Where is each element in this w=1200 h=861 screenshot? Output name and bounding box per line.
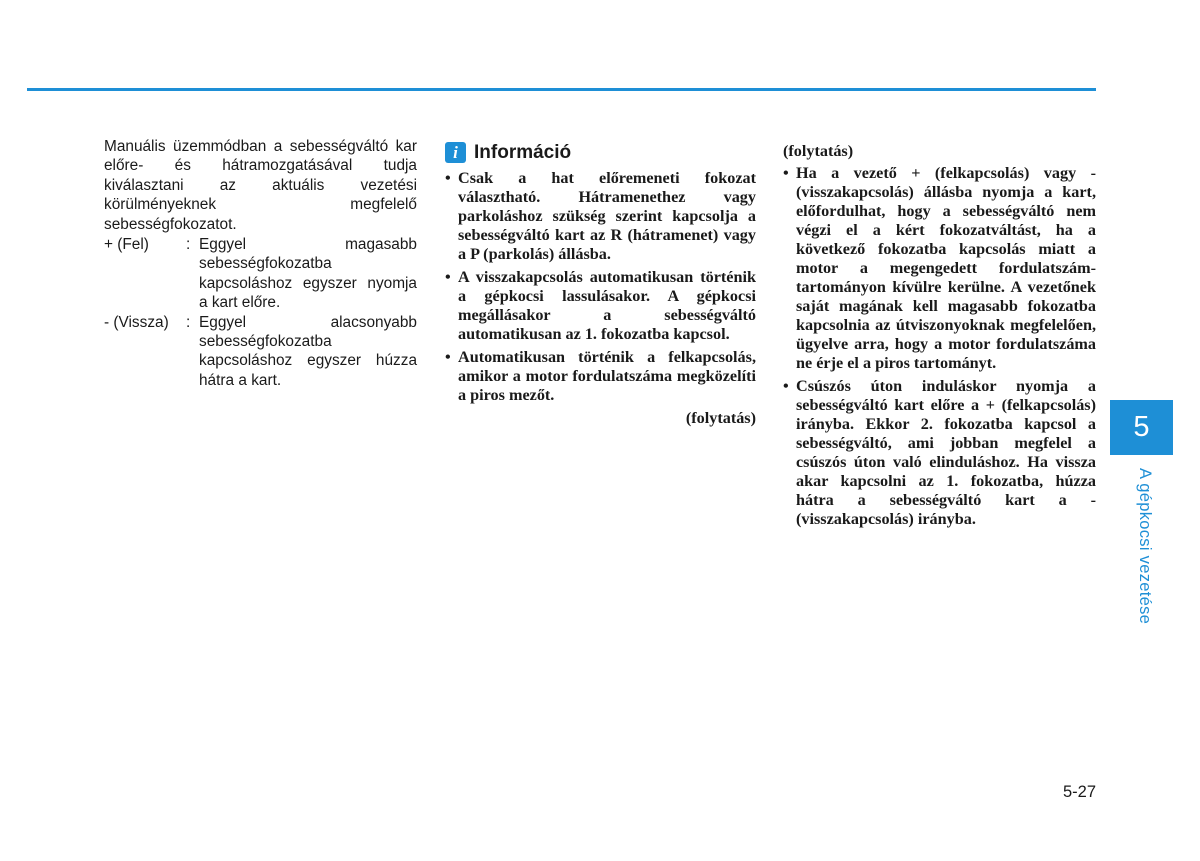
info-bullet: • Automatikusan történik a felkapcsolás, amikor a motor fordulatszáma megközelíti a piros mezőt. (445, 348, 756, 405)
info-bullet: • Ha a vezető + (felkapcsolás) vagy - (visszakapcsolás) állásba nyomja a kart, előfordulhat, hogy a sebességváltó nem végzi el a kért fokozatváltást, ha a következő fokozatba kapcsolás miatt a motor a megengedett fordulatszám-tartományon kívülre kerülne. A vezetőnek saját magának kell magasabb fokozatba kapcsolnia az útviszonyoknak megfelelően, ügyelve arra, hogy a motor fordulatszáma ne érje el a piros tartományt. (783, 164, 1096, 373)
header-rule (27, 88, 1096, 91)
page-number: 5-27 (1062, 783, 1096, 801)
info-bullet-list (783, 164, 1096, 529)
definition-desc: Eggyel magasabb sebességfokozatba kapcsoláshoz egyszer nyomja a kart előre. (199, 236, 417, 312)
info-bullet-list (445, 169, 756, 405)
info-bullet: • Csúszós úton induláskor nyomja a sebességváltó kart előre a + (felkapcsolás) irányba. Ekkor 2. fokozatba kapcsol a sebességváltó, ami jobban megfelel a csúszós úton való elinduláshoz. Ha vissza akar kapcsolni az 1. fokozatba, húzza hátra a sebességváltó kart a - (visszakapcsolás) irányba. (783, 377, 1096, 529)
definition-term: - (Vissza) (104, 313, 169, 331)
manual-mode-section (104, 137, 417, 390)
definition-up (104, 235, 417, 313)
definition-colon: : (186, 313, 191, 331)
chapter-title: A gépkocsi vezetése (1136, 468, 1154, 625)
info-icon: i (445, 142, 466, 163)
info-header (445, 139, 756, 165)
continued-label: (folytatás) (685, 409, 756, 427)
definition-term: + (Fel) (104, 236, 149, 254)
info-continuation (783, 142, 1096, 533)
continued-label: (folytatás) (783, 142, 854, 160)
chapter-number-tab: 5 (1110, 400, 1173, 455)
definition-down (104, 313, 417, 391)
info-bullet: • A visszakapcsolás automatikusan történik a gépkocsi lassulásakor. A gépkocsi megállásakor a sebességváltó automatikusan az 1. fokozatba kapcsol. (445, 268, 756, 344)
manual-mode-intro: Manuális üzemmódban a sebességváltó kar előre- és hátramozgatásával tudja kiválasztani az aktuális vezetési körülményeknek megfelelő sebességfokozatot. (104, 138, 417, 233)
definition-desc: Eggyel alacsonyabb sebességfokozatba kapcsoláshoz egyszer húzza hátra a kart. (199, 313, 417, 389)
info-box (445, 139, 756, 428)
definition-colon: : (186, 236, 191, 254)
info-bullet: • Csak a hat előremeneti fokozat választható. Hátramenethez vagy parkoláshoz szükség szerint kapcsolja a sebességváltó kart az R (hátramenet) vagy a P (parkolás) állásba. (445, 169, 756, 264)
info-title: Információ (474, 141, 572, 163)
